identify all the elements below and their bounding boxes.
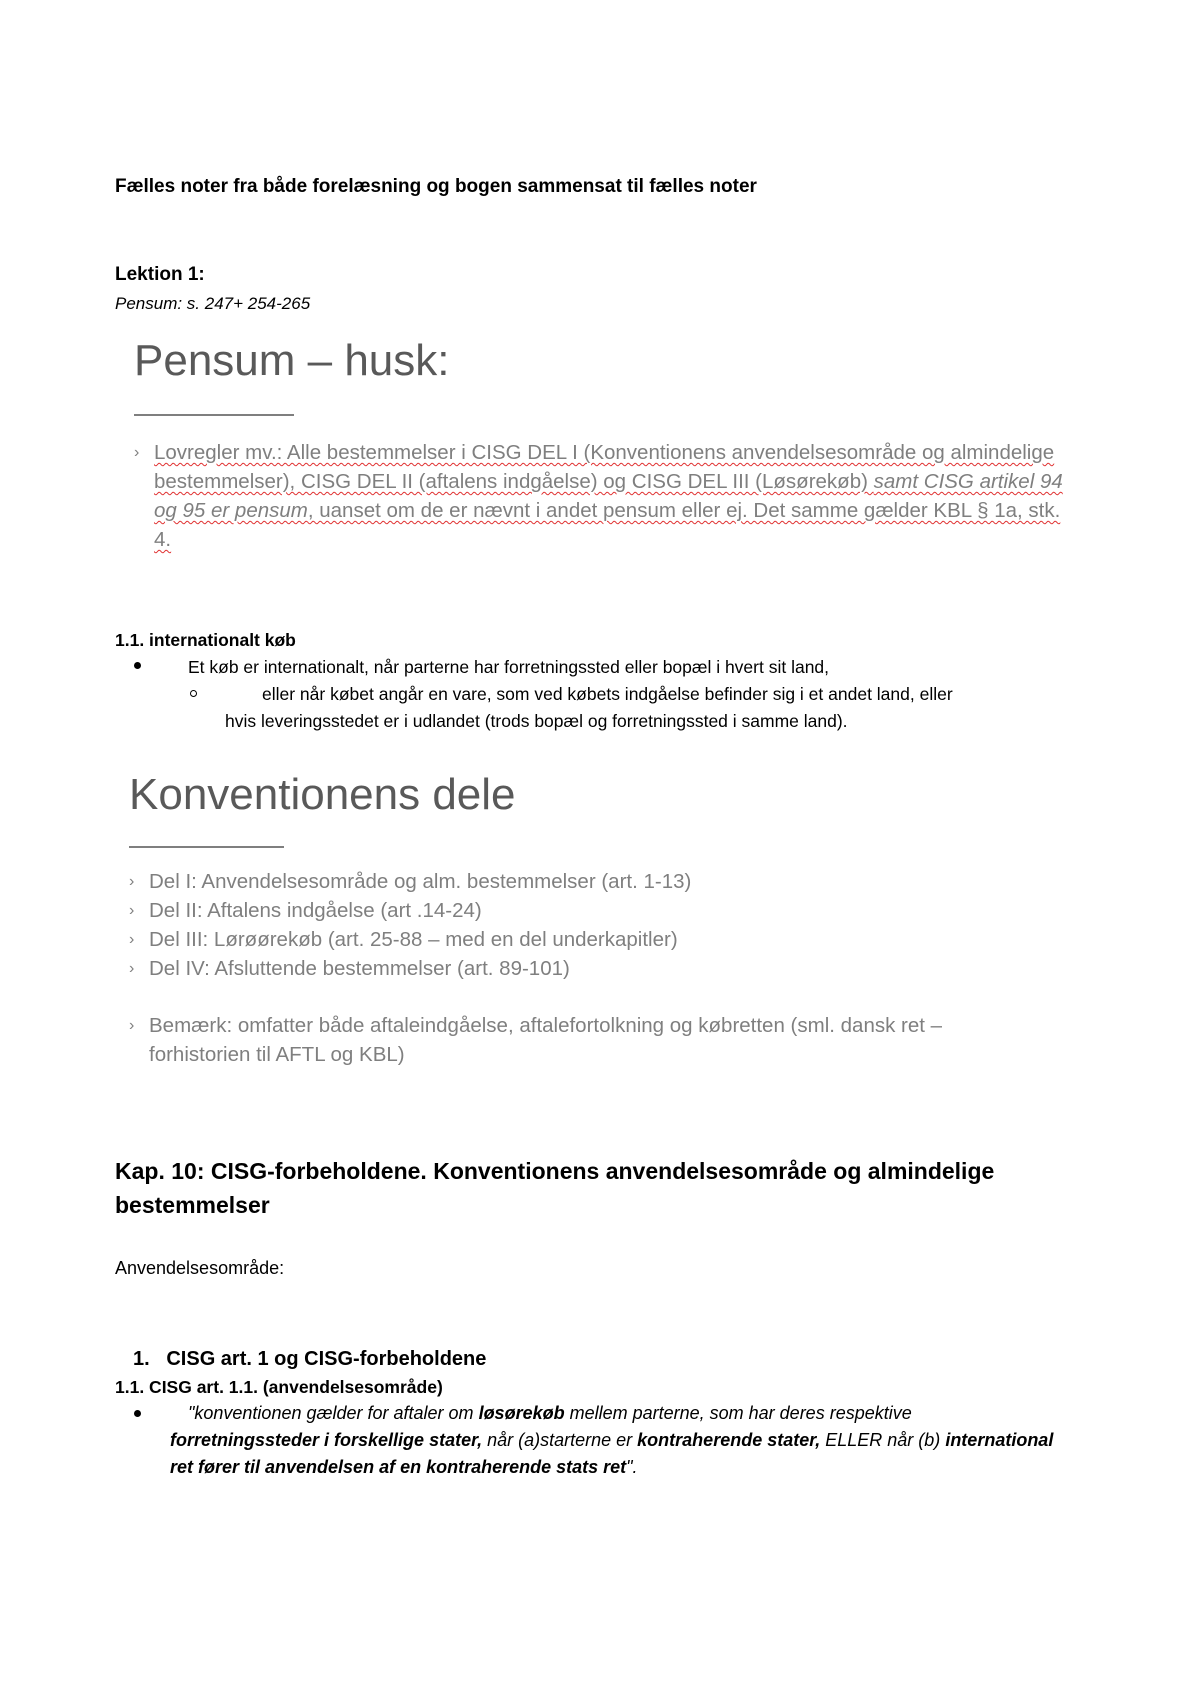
lektion-heading: Lektion 1: (115, 264, 205, 285)
slide1-bullet-text-a: Lovregler mv.: Alle bestemmelser i CISG DEL I (Konventionens anvendelsesområde og almindelige bestemmelser), CISG DEL II (aftalens indgåelse) og CISG DEL III (Løsørekøb) (154, 441, 1055, 493)
cisg-quote (170, 1400, 1060, 1481)
slide-bullet-marker-icon: › (129, 902, 135, 919)
quote-seg: ". (626, 1457, 638, 1477)
slide2-rule (129, 846, 284, 848)
slide-bullet-marker-icon: › (129, 931, 135, 948)
slide2-item: › Del III: Lørøørekøb (art. 25-88 – med en del underkapitler) (129, 925, 1049, 954)
section-11-sub-line1: eller når købet angår en vare, som ved købets indgåelse befinder sig i et andet land, eller (262, 684, 953, 704)
slide-bullet-marker-icon: › (129, 960, 135, 977)
sub-heading: 1.1. CISG art. 1.1. (anvendelsesområde) (115, 1377, 443, 1397)
lektion-pensum: Pensum: s. 247+ 254-265 (115, 294, 311, 313)
quote-seg: ELLER når (b) (820, 1430, 946, 1450)
slide1-bullet-text-c: , uanset om de er nævnt i andet pensum eller ej. Det samme gælder KBL § 1a, stk. 4. (154, 499, 1061, 551)
slide2-item: › Del II: Aftalens indgåelse (art .14-24) (129, 896, 1049, 925)
quote-seg: når (a)starterne er (482, 1430, 638, 1450)
quote-seg-bold: forretningssteder i forskellige stater, (170, 1430, 483, 1450)
slide-bullet-marker-icon: › (129, 1017, 135, 1034)
quote-seg-bold: løsørekøb (478, 1403, 565, 1423)
slide2-list (129, 867, 1049, 1069)
numbered-heading: 1. CISG art. 1 og CISG-forbeholdene (133, 1348, 487, 1370)
document-title: Fælles noter fra både forelæsning og bogen sammensat til fælles noter (115, 176, 757, 197)
slide1-bullet (134, 438, 1074, 554)
quote-seg-bold: international ret fører til anvendelsen af en kontraherende stats ret (170, 1430, 1054, 1477)
bullet-dot-icon (134, 662, 141, 669)
slide1-title: Pensum – husk: (134, 336, 450, 385)
sub-bullet-circle-icon (190, 690, 197, 697)
slide2-item: › Del IV: Afsluttende bestemmelser (art. 89-101) (129, 954, 1049, 983)
slide2-note: › Bemærk: omfatter både aftaleindgåelse, aftalefortolkning og købretten (sml. dansk ret – forhistorien til AFTL og KBL) (129, 1011, 1049, 1069)
slide2-item: › Del I: Anvendelsesområde og alm. bestemmelser (art. 1-13) (129, 867, 1049, 896)
quote-seg-bold: kontraherende stater, (637, 1430, 821, 1450)
slide1-bullet-text-b: samt CISG artikel 94 og 95 er pensum (154, 470, 1063, 522)
bullet-dot-icon (134, 1410, 141, 1417)
slide-bullet-marker-icon: › (134, 444, 140, 461)
kap10-heading: Kap. 10: CISG-forbeholdene. Konventionens anvendelsesområde og almindelige bestemmelser (115, 1158, 995, 1218)
anvendelse-label: Anvendelsesområde: (115, 1258, 285, 1278)
slide1-rule (134, 414, 294, 416)
quote-seg: "konventionen gælder for aftaler om (188, 1403, 479, 1423)
quote-seg: mellem parterne, som har deres respektive (564, 1403, 912, 1423)
section-11-heading: 1.1. internationalt køb (115, 630, 296, 650)
section-11-sub-line2: hvis leveringsstedet er i udlandet (trods bopæl og forretningssted i samme land). (225, 711, 848, 731)
slide-bullet-marker-icon: › (129, 873, 135, 890)
section-11-bullet: Et køb er internationalt, når parterne har forretningssted eller bopæl i hvert sit land, (188, 657, 830, 677)
slide2-title: Konventionens dele (129, 770, 516, 819)
